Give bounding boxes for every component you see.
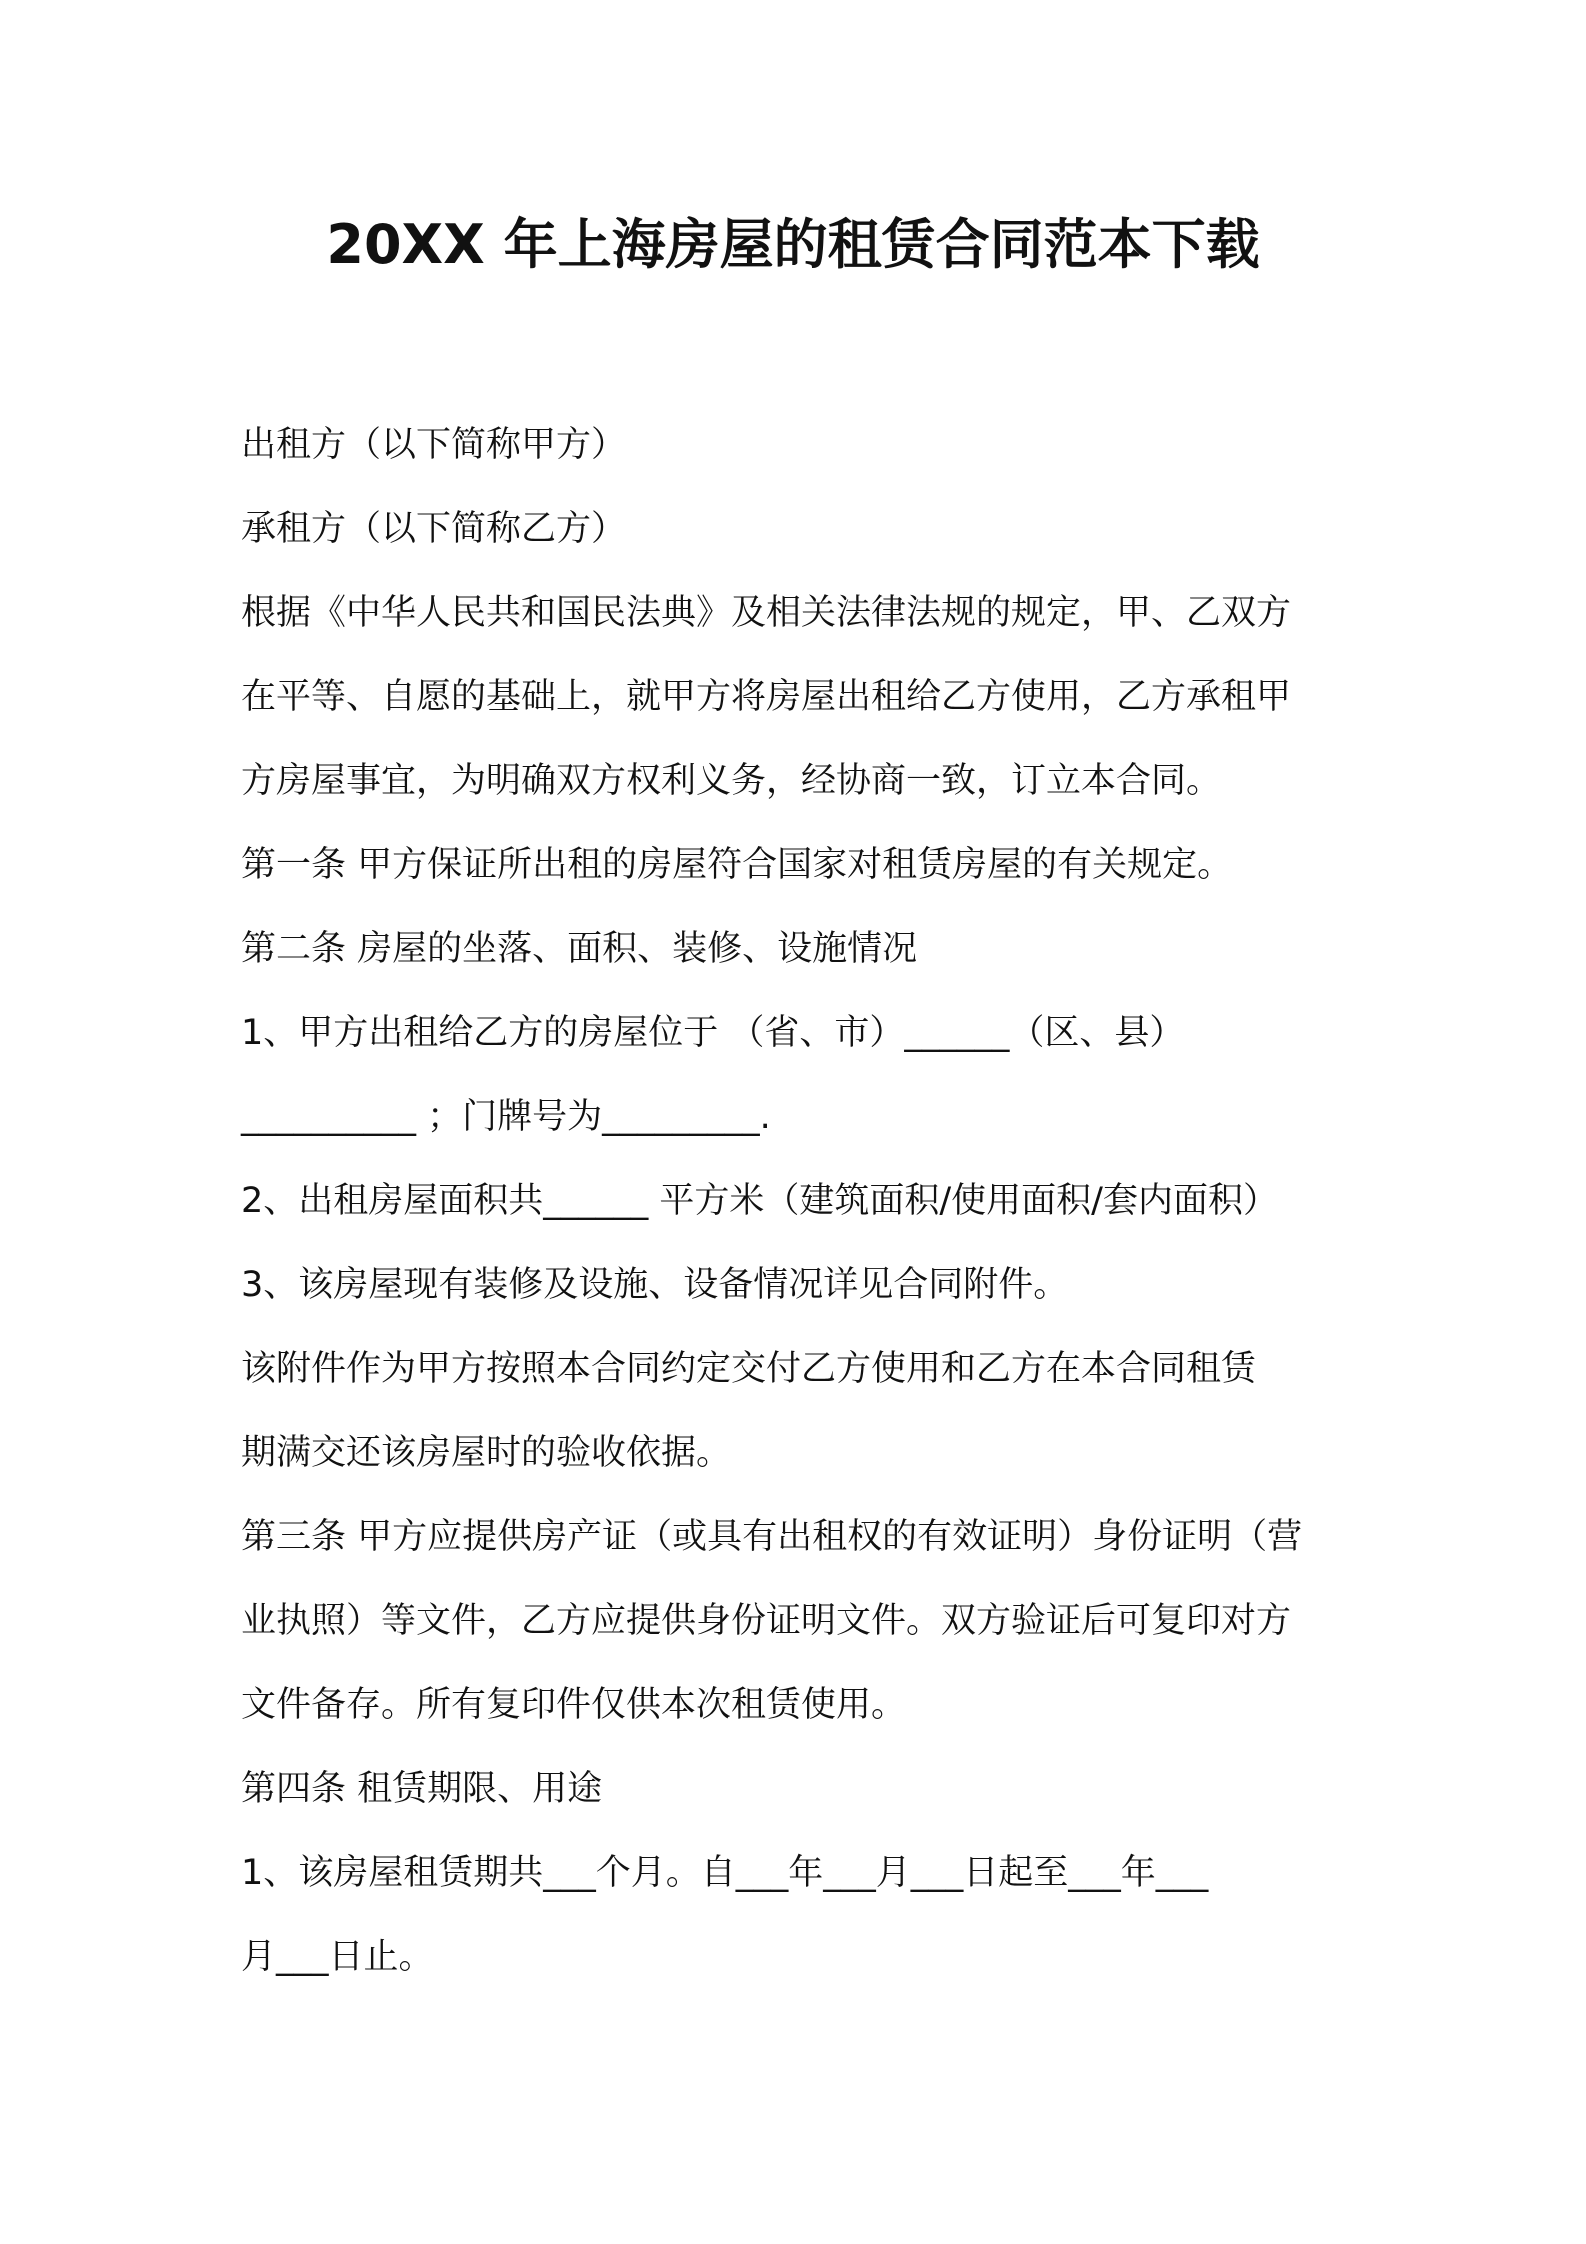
lessee-line: 承租方（以下简称乙方） xyxy=(241,509,627,549)
article-2-item-1-line-2: __________ ；门牌号为_________. xyxy=(241,1097,771,1137)
lessor-line: 出租方（以下简称甲方） xyxy=(241,425,627,465)
article-4-item-1-line-1: 1、该房屋租赁期共___个月。自___年___月___日起至___年___ xyxy=(241,1853,1209,1893)
article-2-item-1-line-1: 1、甲方出租给乙方的房屋位于 （省、市）______（区、县） xyxy=(241,1013,1185,1053)
article-4-item-1-line-2: 月___日止。 xyxy=(241,1937,434,1977)
article-2-heading: 第二条 房屋的坐落、面积、装修、设施情况 xyxy=(241,929,918,969)
preamble-line-2: 在平等、自愿的基础上，就甲方将房屋出租给乙方使用，乙方承租甲 xyxy=(241,677,1292,717)
document-title: 20XX 年上海房屋的租赁合同范本下载 xyxy=(326,213,1260,276)
preamble-line-3: 方房屋事宜，为明确双方权利义务，经协商一致，订立本合同。 xyxy=(241,761,1222,801)
attachment-note-line-2: 期满交还该房屋时的验收依据。 xyxy=(241,1433,732,1473)
article-1-line: 第一条 甲方保证所出租的房屋符合国家对租赁房屋的有关规定。 xyxy=(241,845,1233,885)
article-3-line-2: 业执照）等文件，乙方应提供身份证明文件。双方验证后可复印对方 xyxy=(241,1601,1292,1641)
document-body xyxy=(241,403,1361,1999)
article-2-item-2-line: 2、出租房屋面积共______ 平方米（建筑面积/使用面积/套内面积） xyxy=(241,1181,1278,1221)
article-2-item-3-line: 3、该房屋现有装修及设施、设备情况详见合同附件。 xyxy=(241,1265,1069,1305)
article-3-line-3: 文件备存。所有复印件仅供本次租赁使用。 xyxy=(241,1685,907,1725)
attachment-note-line-1: 该附件作为甲方按照本合同约定交付乙方使用和乙方在本合同租赁 xyxy=(241,1349,1257,1389)
article-4-heading: 第四条 租赁期限、用途 xyxy=(241,1769,603,1809)
preamble-line-1: 根据《中华人民共和国民法典》及相关法律法规的规定，甲、乙双方 xyxy=(241,593,1292,633)
article-3-line-1: 第三条 甲方应提供房产证（或具有出租权的有效证明）身份证明（营 xyxy=(241,1517,1303,1557)
